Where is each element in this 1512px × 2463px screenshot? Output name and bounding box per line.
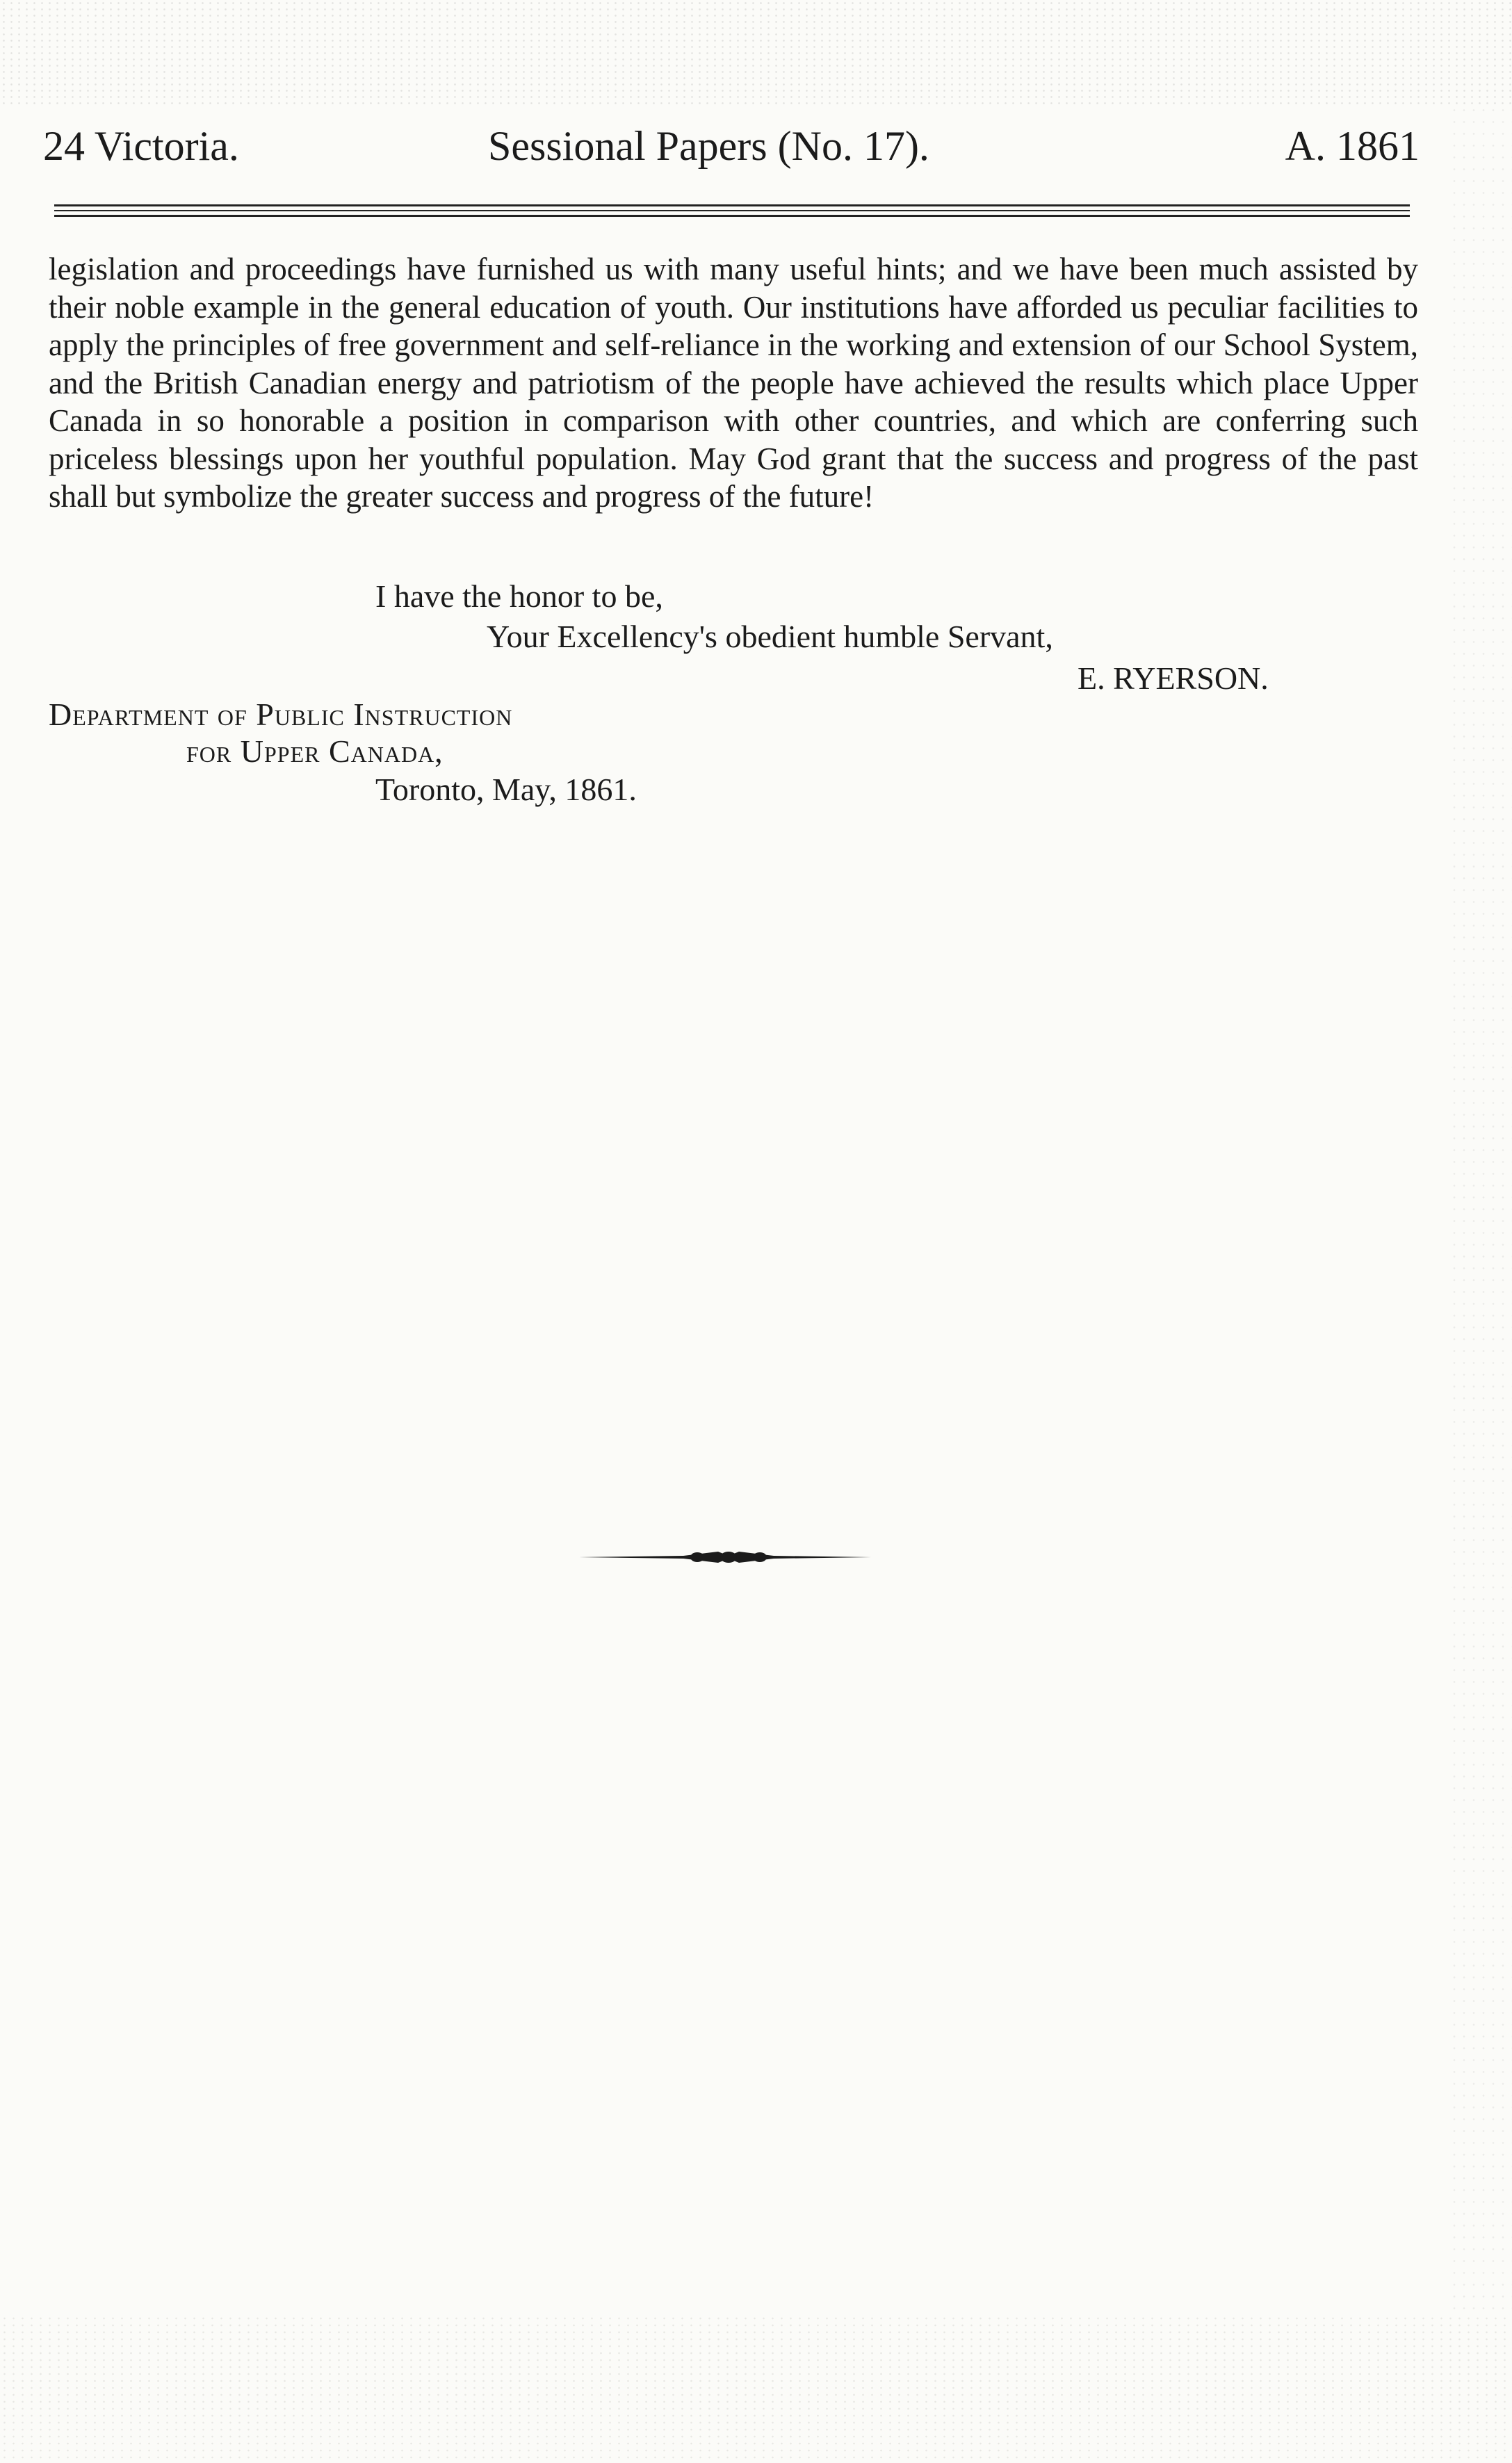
body-paragraph: legislation and proceedings have furnished us with many useful hints; and we have been much assisted by their noble example in the general education of youth. Our institutions have afforded us peculiar facilities to apply the principles of free government and self-reliance in the working and extension of our School System, and the British Canadian energy and patriotism of the people have achieved the results which place Upper Canada in so honorable a position in comparison with other countries, and which are conferring such priceless blessings upon her youthful population. May God grant that the success and progress of the past shall but symbolize the greater success and progress of the future! <box>49 252 1418 514</box>
scan-noise-right <box>1449 104 1512 2315</box>
header-rule-top <box>54 204 1410 206</box>
dateline-province: for Upper Canada, <box>186 733 444 769</box>
signature: E. RYERSON. <box>1078 660 1269 696</box>
ornament-divider-icon <box>579 1543 871 1571</box>
scan-noise-bottom <box>0 2315 1512 2463</box>
closing-line-1: I have the honor to be, <box>375 578 663 614</box>
running-head <box>43 118 1420 174</box>
scan-noise-top <box>0 0 1512 104</box>
dateline-department: Department of Public Instruction <box>49 697 513 732</box>
dateline-place-date: Toronto, May, 1861. <box>375 772 637 807</box>
header-rule-middle <box>54 210 1410 211</box>
header-rule-bottom <box>54 215 1410 217</box>
running-head-center: Sessional Papers (No. 17). <box>488 123 929 169</box>
header-rule <box>54 203 1410 218</box>
closing-line-2: Your Excellency's obedient humble Servant, <box>487 619 1053 654</box>
running-head-left: 24 Victoria. <box>43 123 239 169</box>
running-head-right: A. 1861 <box>1285 123 1420 169</box>
